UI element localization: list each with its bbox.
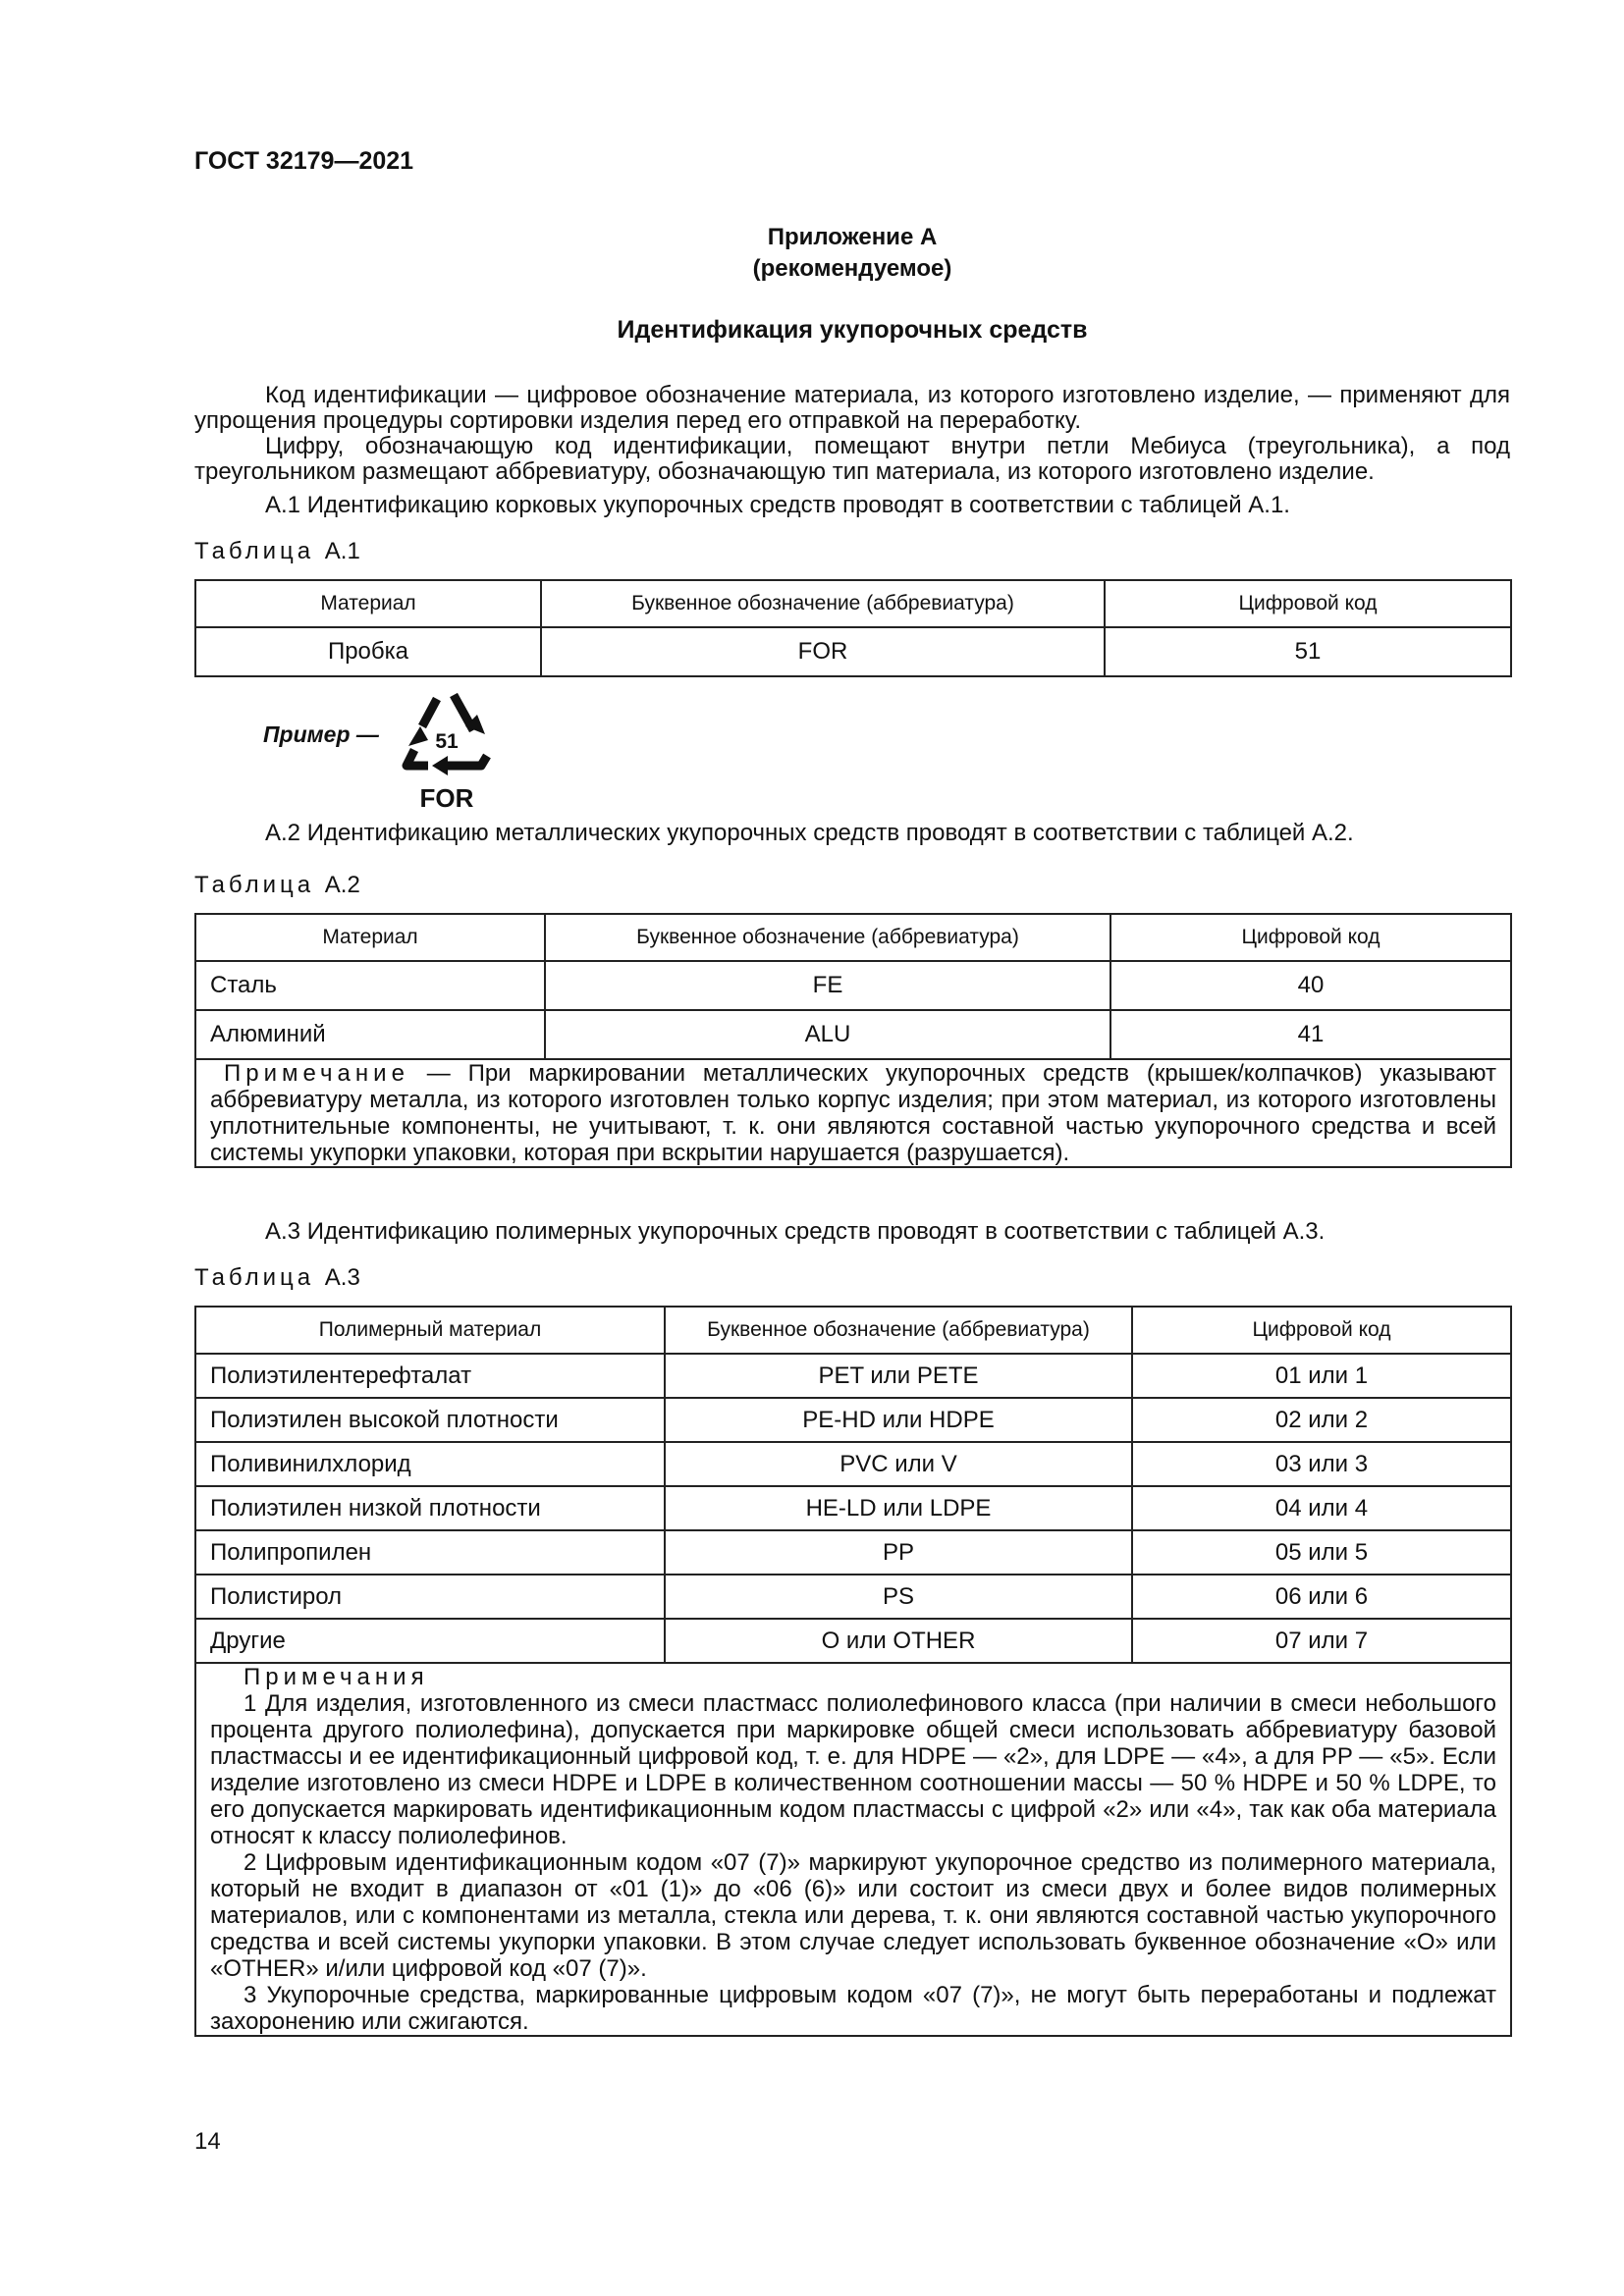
table-cell: 40: [1110, 961, 1511, 1010]
table-cell: PS: [665, 1575, 1132, 1619]
table-cell: Полиэтилен низкой плотности: [195, 1486, 665, 1530]
table-note-row: [195, 1663, 1511, 2036]
table-a3: [194, 1306, 1512, 2037]
table2-note: [195, 1059, 1511, 1167]
table-cell: HE-LD или LDPE: [665, 1486, 1132, 1530]
table-header-cell: Цифровой код: [1110, 914, 1511, 961]
table-row: [195, 1530, 1511, 1575]
example-label: Пример —: [263, 721, 379, 747]
table-row: [195, 1442, 1511, 1486]
notes-label: Примечания: [244, 1664, 429, 1690]
table-row: [195, 627, 1511, 676]
table-cell: Полипропилен: [195, 1530, 665, 1575]
table2-caption: [194, 872, 360, 899]
table-row: [195, 1575, 1511, 1619]
table-cell: 51: [1105, 627, 1511, 676]
table3-notes: [195, 1663, 1511, 2036]
table-cell: FOR: [541, 627, 1105, 676]
paragraph-a2: А.2 Идентификацию металлических укупорочных средств проводят в соответствии с таблицей А.2.: [265, 820, 1354, 846]
table-row: [195, 1354, 1511, 1398]
table-cell: Другие: [195, 1619, 665, 1663]
table-cell: PVC или V: [665, 1442, 1132, 1486]
table-cell: 41: [1110, 1010, 1511, 1059]
table-cell: Сталь: [195, 961, 545, 1010]
table-row: [195, 1619, 1511, 1663]
table-note-row: [195, 1059, 1511, 1167]
table-cell: PE-HD или HDPE: [665, 1398, 1132, 1442]
table-row: [195, 1486, 1511, 1530]
table-header-cell: Цифровой код: [1132, 1307, 1511, 1354]
table-header-row: [195, 914, 1511, 961]
table-cell: 02 или 2: [1132, 1398, 1511, 1442]
table-a2: [194, 913, 1512, 1168]
note-item: 2 Цифровым идентификационным кодом «07 (7)» маркируют укупорочное средство из полимерного материала, который не входит в диапазон от «01 (1)» до «06 (6)» или состоит из смеси двух и более видов полимерных материалов, или с компонентами из металла, стекла или дерева, т. к. они являются составной частью укупорочного средства и всей системы укупорки упаковки. В этом случае следует использовать буквенное обозначение «O» или «OTHER» и/или цифровой код «07 (7)».: [210, 1849, 1496, 1982]
example-abbreviation: FOR: [419, 783, 474, 813]
table-row: [195, 961, 1511, 1010]
table3-caption-number: А.3: [324, 1264, 360, 1291]
table-cell: Алюминий: [195, 1010, 545, 1059]
table-cell: Полиэтилентерефталат: [195, 1354, 665, 1398]
table-cell: 07 или 7: [1132, 1619, 1511, 1663]
table-cell: 04 или 4: [1132, 1486, 1511, 1530]
table-a1: [194, 579, 1512, 677]
table-cell: 01 или 1: [1132, 1354, 1511, 1398]
table-header-cell: Материал: [195, 580, 541, 627]
table-cell: Полиэтилен высокой плотности: [195, 1398, 665, 1442]
table-cell: O или OTHER: [665, 1619, 1132, 1663]
table-cell: PP: [665, 1530, 1132, 1575]
table-header-cell: Полимерный материал: [195, 1307, 665, 1354]
table-header-cell: Буквенное обозначение (аббревиатура): [541, 580, 1105, 627]
table3-caption-word: Таблица: [194, 1264, 315, 1291]
example-code: 51: [435, 730, 459, 753]
table-cell: PET или PETE: [665, 1354, 1132, 1398]
table1-caption-number: А.1: [324, 538, 360, 564]
table-cell: 06 или 6: [1132, 1575, 1511, 1619]
table-header-cell: Материал: [195, 914, 545, 961]
intro-paragraph-1: Код идентификации — цифровое обозначение материала, из которого изготовлено изделие, — применяют для упрощения процедуры сортировки изделия перед его отправкой на переработку.: [194, 382, 1510, 434]
table-cell: ALU: [545, 1010, 1110, 1059]
table2-caption-word: Таблица: [194, 872, 315, 898]
document-header: ГОСТ 32179—2021: [194, 147, 414, 175]
table1-caption: [194, 538, 360, 565]
page-number: 14: [194, 2128, 221, 2155]
table2-caption-number: А.2: [324, 872, 360, 898]
table1-caption-word: Таблица: [194, 538, 315, 564]
note-text: — При маркировании металлических укупорочных средств (крышек/колпачков) указывают аббревиатуру металла, из которого изготовлен только корпус изделия; при этом материал, из которого изготовлены уплотнительные компоненты, не учитывают, т. к. они являются составной частью укупорочного средства и всей системы укупорки упаковки, которая при вскрытии нарушается (разрушается).: [210, 1060, 1496, 1166]
table-cell: Полистирол: [195, 1575, 665, 1619]
note-item: 3 Укупорочные средства, маркированные цифровым кодом «07 (7)», не могут быть переработаны и подлежат захоронению или сжигаются.: [210, 1982, 1496, 2035]
table-header-cell: Буквенное обозначение (аббревиатура): [665, 1307, 1132, 1354]
note-label: Примечание: [224, 1060, 409, 1087]
table-row: [195, 1010, 1511, 1059]
table-cell: 05 или 5: [1132, 1530, 1511, 1575]
table-cell: 03 или 3: [1132, 1442, 1511, 1486]
table-header-cell: Буквенное обозначение (аббревиатура): [545, 914, 1110, 961]
table-header-row: [195, 1307, 1511, 1354]
table-cell: Пробка: [195, 627, 541, 676]
table-cell: Поливинилхлорид: [195, 1442, 665, 1486]
intro-paragraph-2: Цифру, обозначающую код идентификации, помещают внутри петли Мебиуса (треугольника), а под треугольником размещают аббревиатуру, обозначающую тип материала, из которого изготовлено изделие.: [194, 433, 1510, 485]
table-cell: FE: [545, 961, 1110, 1010]
intro-paragraph-3: А.1 Идентификацию корковых укупорочных средств проводят в соответствии с таблицей А.1.: [265, 492, 1290, 518]
paragraph-a3: А.3 Идентификацию полимерных укупорочных средств проводят в соответствии с таблицей А.3.: [265, 1218, 1326, 1245]
table3-caption: [194, 1264, 360, 1292]
appendix-subtitle: (рекомендуемое): [752, 255, 952, 282]
appendix-title: Приложение А: [767, 224, 938, 250]
table-row: [195, 1398, 1511, 1442]
table-header-cell: Цифровой код: [1105, 580, 1511, 627]
note-item: 1 Для изделия, изготовленного из смеси пластмасс полиолефинового класса (при наличии в смеси небольшого процента другого полиолефина), допускается при маркировке общей смеси использовать аббревиатуру базовой пластмассы и ее идентификационный цифровой код, т. е. для HDPE — «2», для LDPE — «4», а для PP — «5». Если изделие изготовлено из смеси HDPE и LDPE в количественном соотношении массы — 50 % HDPE и 50 % LDPE, то его допускается маркировать идентификационным кодом пластмассы с цифрой «2» или «4», так как оба материала относят к классу полиолефинов.: [210, 1690, 1496, 1849]
section-title: Идентификация укупорочных средств: [617, 316, 1088, 344]
table-header-row: [195, 580, 1511, 627]
